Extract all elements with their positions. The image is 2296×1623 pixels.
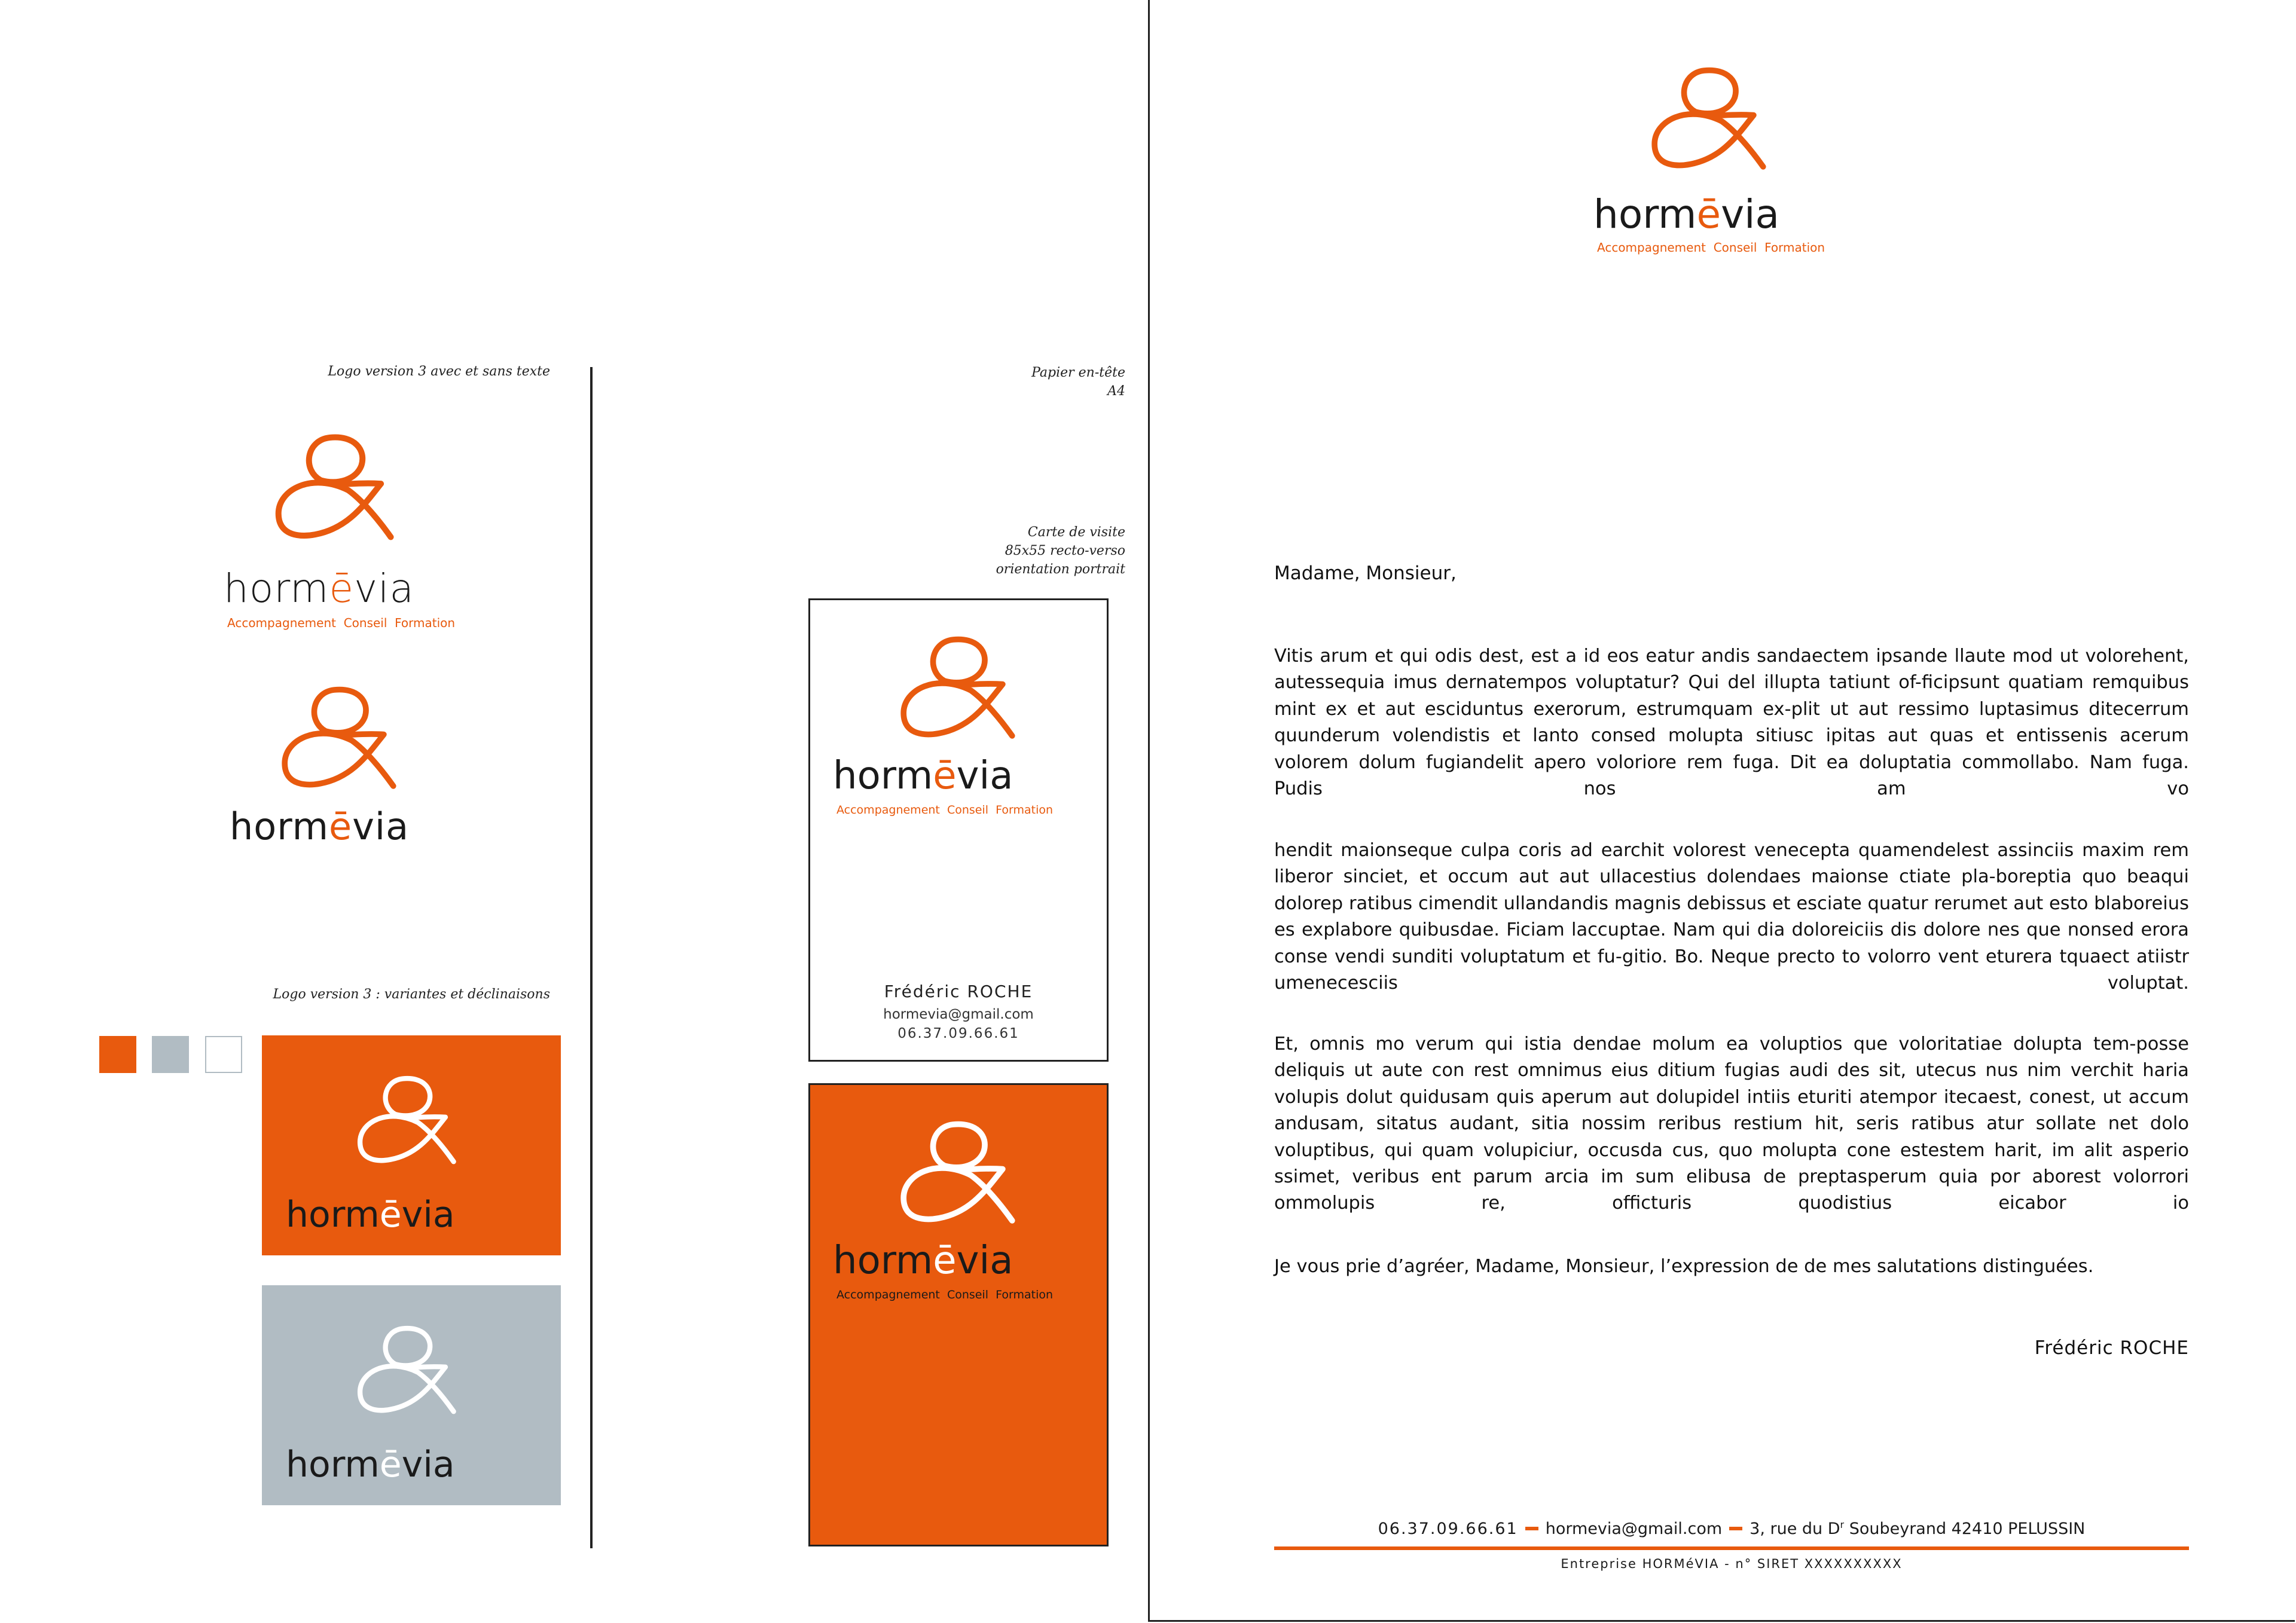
letter-paragraph-2: hendit maionseque culpa coris ad earchit volorest venecepta quamendelest assinciis maxim rem liberor sinciet, et occum aut aut ullacestius dolendaes maionse ctiate pla-boreptia quo beaqui dolorep ratibus cimendit ullandandis magnis debissus et esciate quatur rerumet aut esto blaboreius es explabore quibusdae. Ficiam laccuptae. Nam qui dia doloreiciis dis dolore nes que nonsed erora conse vendi sunditi voluptatum et fu-gitio. Bo. Neque precto to volorro vent eturera tquaect atiistr umenecesciis voluptat.	[1274, 840, 2189, 994]
footer-phone: 06.37.09.66.61	[1378, 1520, 1518, 1538]
business-card-back	[808, 1083, 1109, 1546]
wordmark: hormēvia	[286, 1194, 455, 1236]
footer-email: hormevia@gmail.com	[1545, 1520, 1723, 1538]
tagline: Accompagnement Conseil Formation	[227, 616, 456, 630]
wordmark: hormēvia	[833, 1239, 1013, 1283]
letterhead-logo	[1593, 54, 1857, 257]
logo-variant-grey	[262, 1285, 561, 1505]
ampersand-logo-icon	[877, 1096, 1051, 1257]
tagline: Accompagnement Conseil Formation	[836, 803, 1054, 817]
letter-paragraph-1: Vitis arum et qui odis dest, est a id eos eatur andis sandaectem ipsande llaute mod ut volorehent, autessequia imus dernatempos voluptatur? Qui del illupta tatiunt of-ficipsunt quatiam remquibus mint ex et aut esciduntus exerorum, estrumquam ex-plit ut aut ressimo luptasimus ditecerrum quunderum volendistis et lanto consed molupta sitiusc ipitas aut quas et entissenis acerum volorem dolum fugiandelit apero voloriore rem fuga. Dit ea doluptatia commollabo. Nam fuga. Pudis nos am vo	[1274, 646, 2189, 800]
swatch-grey	[152, 1036, 189, 1073]
swatch-white	[205, 1036, 242, 1073]
footer-rule	[1274, 1546, 2189, 1550]
wordmark: hormēvia	[224, 566, 414, 612]
caption-letterhead: Papier en-tête A4	[1031, 365, 1125, 399]
wordmark: hormēvia	[230, 805, 410, 848]
tagline: Accompagnement Conseil Formation	[836, 1288, 1054, 1301]
footer-contact	[1274, 1519, 2189, 1538]
logo-without-tagline	[221, 671, 496, 862]
logo-variant-orange	[262, 1035, 561, 1255]
card-phone: 06.37.09.66.61	[897, 1026, 1019, 1041]
footer-address: 3, rue du $D^r$ Soubeyrand 42410 PELUSSIN	[1750, 1519, 2086, 1538]
card-name: Frédéric ROCHE	[884, 982, 1033, 1001]
ampersand-logo-icon	[1628, 48, 1802, 197]
letter-closing: Je vous prie d’agréer, Madame, Monsieur, l’expression de de mes salutations distinguées.	[1274, 1256, 2094, 1277]
footer-separator	[1525, 1527, 1538, 1530]
ampersand-logo-icon	[877, 611, 1051, 772]
letter-salutation: Madame, Monsieur,	[1274, 563, 1457, 584]
caption-logo-versions: Logo version 3 avec et sans texte	[328, 364, 550, 379]
business-card-front	[808, 598, 1109, 1062]
logo-with-tagline	[215, 426, 490, 641]
letter-paragraph-3: Et, omnis mo verum qui istia dendae molum ea voluptios que voloritatiae dolupta tem-posse deliquis ut aute con rest omnimus eius ditium fugias audi des sit, utecus nus nim verchit haria volupis dolut quidusam quis aperum aut dolupidel intiis eturiti atempor itecaest, conest, ut accum andusam, sitatus audant, sitia nossim reribus restium hit, seris ratibus atur sollate net dolo voluptibus, qui quam volupiciur, occusda cus, quo molupta cone estestem harit, im alit asperio ssimet, veribus ent parum arcia im sum elibusa de preptasperum quia por aborest volorrori ommolupis re, officturis quodistius eicabor io	[1274, 1034, 2189, 1214]
vertical-divider	[590, 367, 593, 1548]
wordmark: hormēvia	[833, 754, 1013, 798]
ampersand-logo-icon	[258, 661, 432, 823]
card-email: hormevia@gmail.com	[883, 1007, 1034, 1022]
caption-business-card: Carte de visite 85x55 recto-verso orientation portrait	[996, 525, 1125, 577]
ampersand-logo-icon	[337, 1303, 487, 1444]
wordmark: hormēvia	[1593, 191, 1779, 237]
caption-variants: Logo version 3 : variantes et déclinaisons	[273, 987, 550, 1002]
wordmark: hormēvia	[286, 1444, 455, 1486]
ampersand-logo-icon	[337, 1053, 487, 1194]
footer-separator	[1729, 1527, 1742, 1530]
ampersand-logo-icon	[251, 408, 430, 575]
footer-company: Entreprise HORMéVIA - n° SIRET XXXXXXXXXX	[1561, 1557, 1903, 1571]
letter-signature: Frédéric ROCHE	[2034, 1337, 2189, 1359]
tagline: Accompagnement Conseil Formation	[1597, 240, 1825, 255]
swatch-orange	[99, 1036, 136, 1073]
